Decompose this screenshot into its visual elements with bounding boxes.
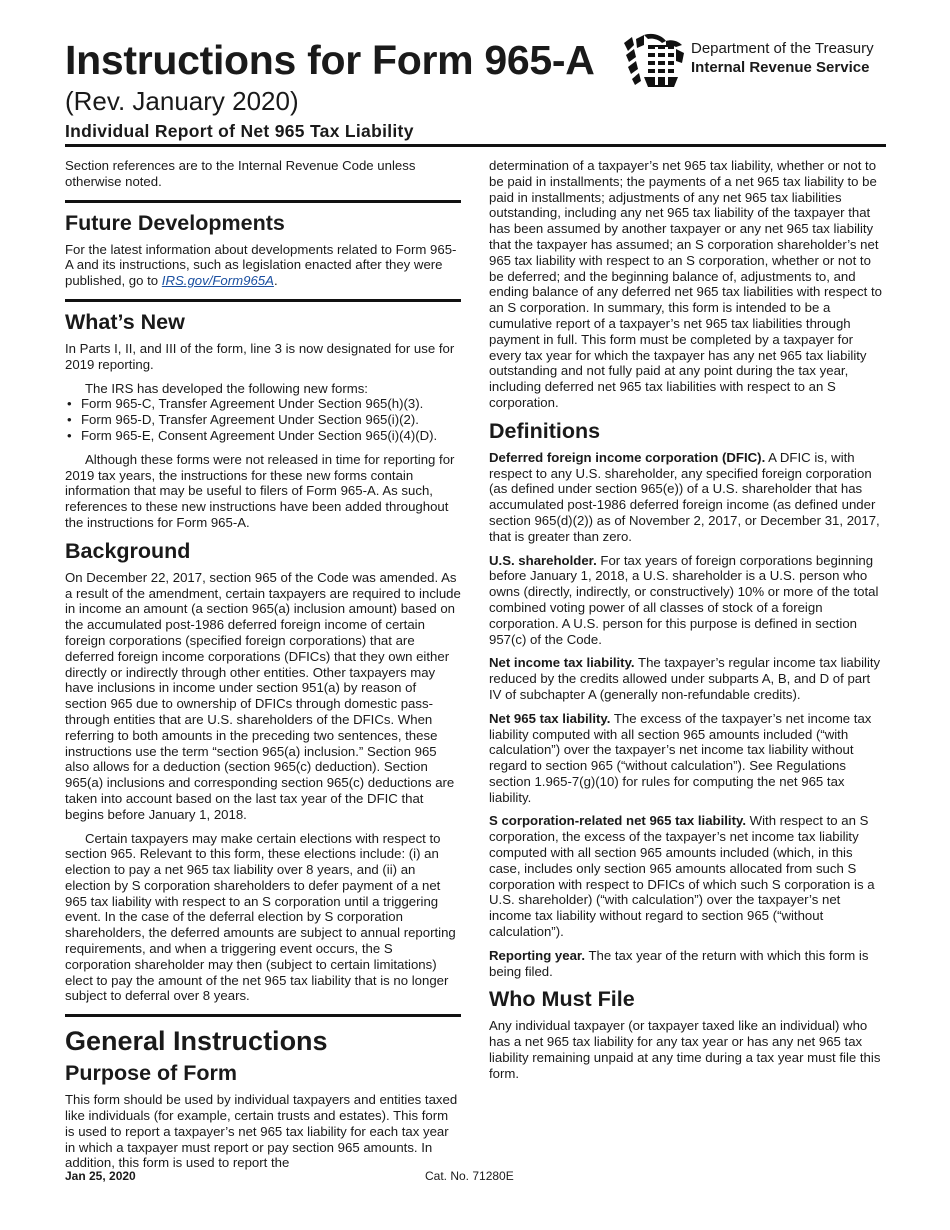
list-item: • Form 965-E, Consent Agreement Under Section 965(i)(4)(D). [65,428,461,444]
department-block [691,39,874,77]
who-must-file-heading: Who Must File [489,987,635,1012]
definition-term: Net 965 tax liability. [489,710,611,726]
list-item: • Form 965-D, Transfer Agreement Under Section 965(i)(2). [65,412,461,428]
purpose-paragraph: This form should be used by individual taxpayers and entities taxed like individuals (for example, certain trusts and estates). This form is used to report a taxpayer’s net 965 tax liability for each tax year in which a taxpayer must report or pay section 965 amounts. In addition, this form is used to report the [65,1092,458,1171]
section-divider [65,299,461,302]
definition-item [489,948,885,980]
section-divider [65,200,461,203]
definition-term: Deferred foreign income corporation (DFIC). [489,449,766,465]
background-paragraph: On December 22, 2017, section 965 of the Code was amended. As a result of the amendment, certain taxpayers are required to include in income an amount (a section 965(a) inclusion amount) based on the accumulated post-1986 deferred foreign income of certain foreign corporations (specified foreign corporations) that are deferred foreign income corporations (DFICs) that they own either directly or indirectly through other entities. Other taxpayers may have inclusions in income under section 951(a) by reason of section 965 due to ownership of DFICs through domestic pass-through entities that are U.S. shareholders of the DFICs. When referring to both amounts in the preceding two sentences, these instructions use the term “section 965(a) inclusion.” Section 965 also allows for a deduction (section 965(c) deduction). Section 965(a) inclusions and corresponding section 965(c) deductions are taken into account based on the last tax year of the DFIC that begins before January 1, 2018. [65,569,461,822]
irs-form965a-link[interactable]: IRS.gov/Form965A [161,273,274,289]
future-text-end: . [273,273,278,289]
definition-item [489,711,885,806]
definition-text: A DFIC is, with respect to any U.S. shareholder, any specified foreign corporation (as defined under section 965(e)) of a U.S. shareholder that has accumulated post-1986 deferred foreign income (as defined under section 965(d)(2)) as of November 2, 2017, or December 31, 2017, that is greater than zero. [489,449,880,544]
definition-term: Reporting year. [489,947,586,963]
whats-new-paragraph: The IRS has developed the following new forms: [85,380,368,396]
section-divider [65,1014,461,1017]
revision-date: (Rev. January 2020) [65,86,299,116]
agency-name: Internal Revenue Service [691,59,870,76]
background-heading: Background [65,538,191,563]
document-subtitle: Individual Report of Net 965 Tax Liability [65,121,414,141]
definition-term: S corporation-related net 965 tax liability. [489,813,746,829]
whats-new-paragraph: Although these forms were not released in time for reporting for 2019 tax years, the instructions for these new forms contain information that may be useful to filers of Form 965-A. As such, references to these new instructions have been added throughout the instructions for Form 965-A. [65,451,455,530]
catalog-number: Cat. No. 71280E [425,1169,514,1183]
whats-new-paragraph: In Parts I, II, and III of the form, line 3 is now designated for use for 2019 reporting. [65,340,455,372]
footer-date: Jan 25, 2020 [65,1169,136,1183]
header-rule [65,144,886,147]
definition-term: Net income tax liability. [489,655,635,671]
future-developments-heading: Future Developments [65,210,285,235]
definition-item [489,553,885,648]
definition-text: The excess of the taxpayer’s net income tax liability computed with all section 965 amounts included (“with calculation”) over the taxpayer’s net income tax liability without regard to section 965 (“without calculation”). See Regulations section 1.965-7(g)(10) for rules for computing the net 965 tax liability. [489,710,872,805]
left-column [65,158,461,1179]
definition-text: The tax year of the return with which this form is being filed. [489,947,869,979]
definition-text: For tax years of foreign corporations beginning before January 1, 2018, a U.S. shareholder is a U.S. person who owns (directly, indirectly, or constructively) 10% or more of the total combined voting power of all classes of stock of a foreign corporation. A U.S. person for this purpose is defined in section 957(c) of the Code. [489,552,879,647]
definition-item [489,655,885,702]
right-column [489,158,885,1090]
irs-eagle-logo-icon [622,33,686,89]
definition-text: The taxpayer’s regular income tax liability reduced by the credits allowed under subparts A, B, and D of part IV of subchapter A (generally non-refundable credits). [489,655,881,702]
document-title: Instructions for Form 965-A [65,37,595,83]
whats-new-heading: What’s New [65,309,185,334]
new-forms-list [65,396,461,443]
list-item: • Form 965-C, Transfer Agreement Under Section 965(h)(3). [65,396,461,412]
who-must-file-paragraph: Any individual taxpayer (or taxpayer taxed like an individual) who has a net 965 tax liability for any tax year or has any net 965 tax liability remaining unpaid at any time during a tax year must file this form. [489,1018,881,1081]
future-developments-text [65,242,461,289]
definition-item [489,813,885,939]
background-paragraph: Certain taxpayers may make certain elections with respect to section 965. Relevant to this form, these elections include: (i) an election to pay a net 965 tax liability over 8 years, and (ii) an election by S corporation shareholders to defer payment of a net 965 tax liability with respect to an S corporation until a triggering event. In the case of the deferral election by S corporation shareholders, the deferred amounts are subject to annual reporting requirements, and when a triggering event occurs, the S corporation shareholder may then (subject to certain limitations) elect to pay the amount of the net 965 tax liability that is no longer subject to deferral over 8 years. [65,830,456,1004]
definition-text: With respect to an S corporation, the excess of the taxpayer’s net income tax liability computed with all section 965 amounts included (which, in this case, includes only section 965 amounts allocated from such S corporation with respect to DFICs of which such S corporation is a U.S. shareholder) (“with calculation”) over the taxpayer’s net income tax liability without regard to section 965 (“without calculation”). [489,813,875,940]
department-name: Department of the Treasury [691,40,874,57]
definition-term: U.S. shareholder. [489,552,597,568]
future-text: For the latest information about developments related to Form 965-A and its instructions, such as legislation enacted after they were published, go to [65,241,457,289]
definitions-heading: Definitions [489,418,601,443]
purpose-continued-paragraph: determination of a taxpayer’s net 965 tax liability, whether or not to be paid in installments; the payments of a net 965 tax liability to be paid in installments; adjustments of any net 965 tax liabilities outstanding, including any net 965 tax liability of the taxpayer that has been assumed by another taxpayer or any net 965 tax liability that the taxpayer has assumed; an S corporation shareholder’s net 965 tax liability with respect to an S corporation, whether or not to be deferred; and the beginning balance of, adjustments to, and ending balance of any deferred net 965 tax liabilities with respect to an S corporation. In summary, this form is intended to be a cumulative report of a taxpayer’s net 965 tax liabilities through payment in full. This form must be completed by a taxpayer for every tax year for which the taxpayer has any net 965 tax liability outstanding and not fully paid at any point during the tax year, including deferred net 965 tax liabilities with respect to an S corporation. [489,158,882,410]
general-instructions-heading: General Instructions [65,1026,328,1057]
definition-item [489,450,885,545]
intro-note: Section references are to the Internal Revenue Code unless otherwise noted. [65,158,416,189]
purpose-of-form-heading: Purpose of Form [65,1061,238,1086]
